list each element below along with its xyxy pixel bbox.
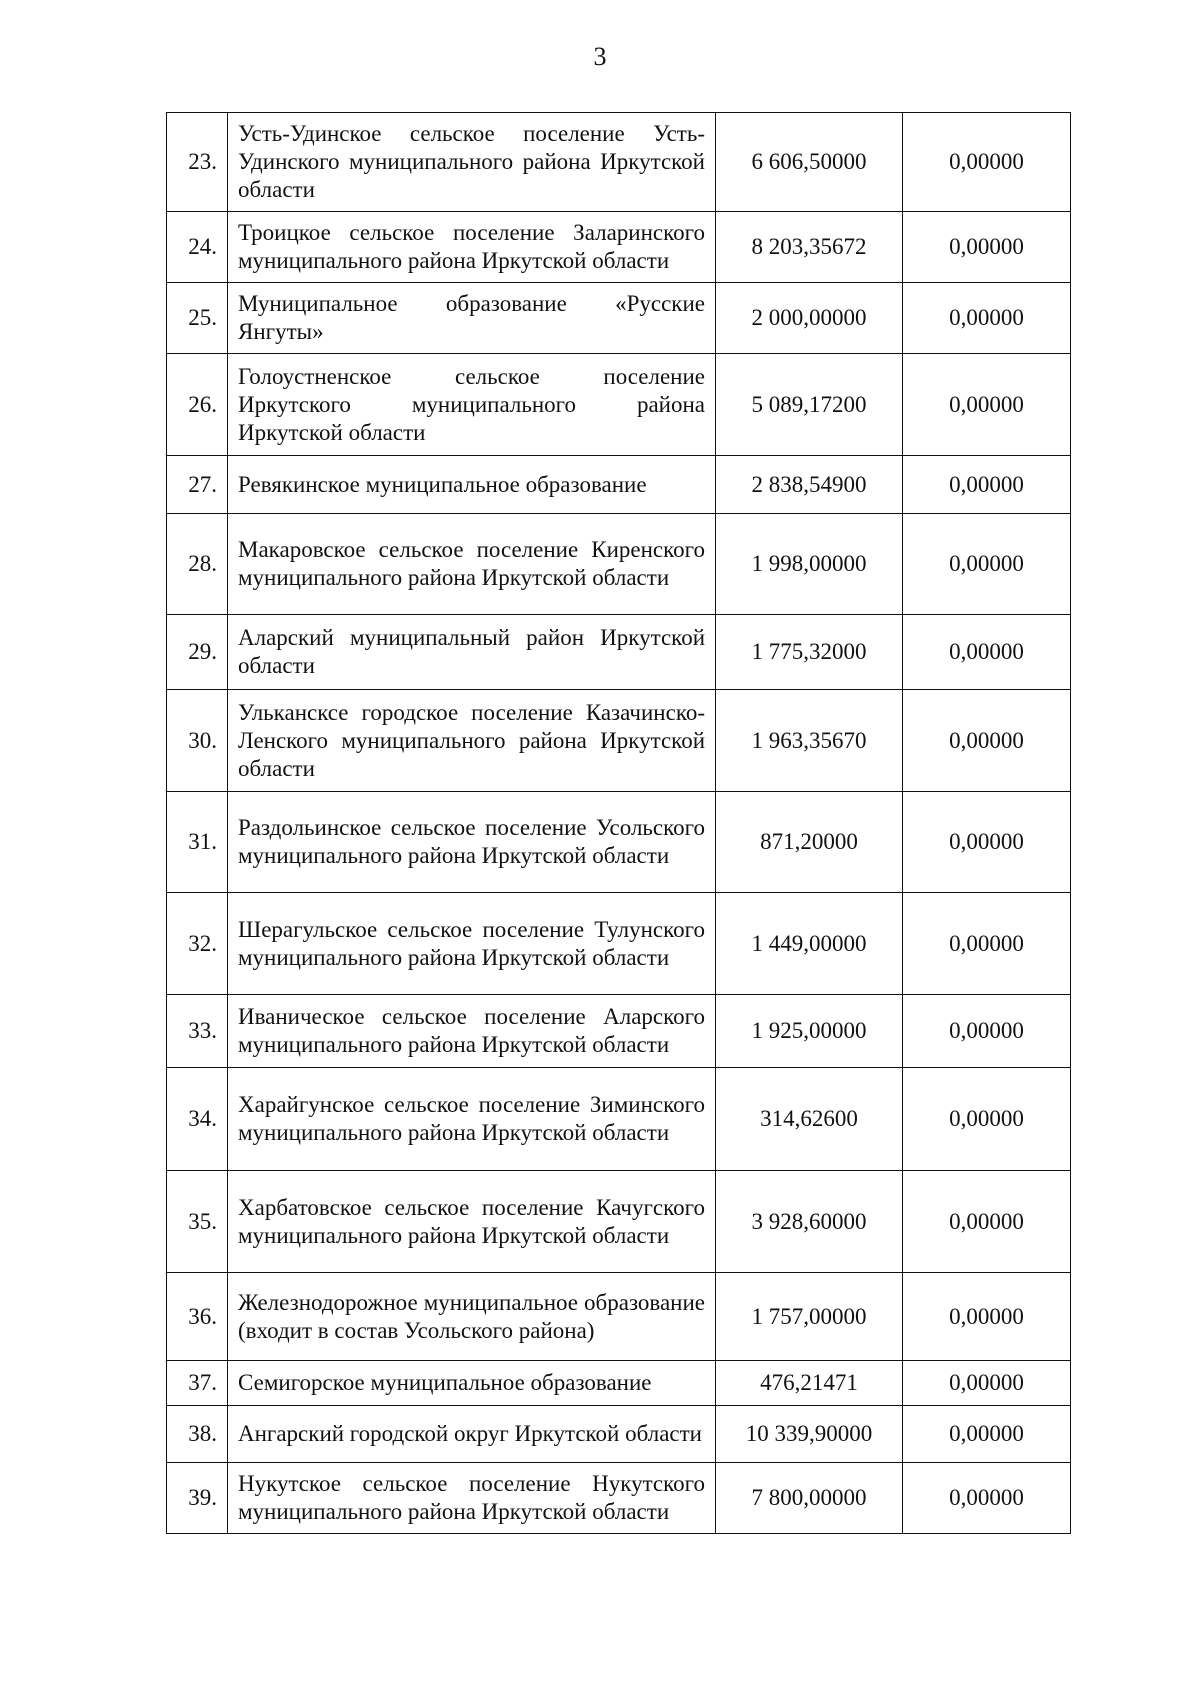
second-amount-value: 0,00000 xyxy=(903,893,1071,995)
amount-value: 1 449,00000 xyxy=(716,893,903,995)
second-amount-value: 0,00000 xyxy=(903,354,1071,456)
row-number: 37. xyxy=(167,1361,228,1406)
amount-value: 10 339,90000 xyxy=(716,1406,903,1463)
municipality-name: Аларский муниципальный район Иркутской области xyxy=(228,615,716,690)
municipality-name: Ревякинское муниципальное образование xyxy=(228,456,716,514)
table-row xyxy=(167,1171,1071,1273)
second-amount-value: 0,00000 xyxy=(903,792,1071,893)
amount-value: 5 089,17200 xyxy=(716,354,903,456)
municipality-name: Раздольинское сельское поселение Усольского муниципального района Иркутской области xyxy=(228,792,716,893)
table-row xyxy=(167,1406,1071,1463)
municipality-name: Троицкое сельское поселение Заларинского муниципального района Иркутской области xyxy=(228,212,716,283)
second-amount-value: 0,00000 xyxy=(903,1068,1071,1171)
row-number: 36. xyxy=(167,1273,228,1361)
amount-value: 3 928,60000 xyxy=(716,1171,903,1273)
second-amount-value: 0,00000 xyxy=(903,1361,1071,1406)
table-row xyxy=(167,995,1071,1068)
second-amount-value: 0,00000 xyxy=(903,283,1071,354)
second-amount-value: 0,00000 xyxy=(903,615,1071,690)
amount-value: 1 925,00000 xyxy=(716,995,903,1068)
row-number: 28. xyxy=(167,514,228,615)
table-row xyxy=(167,690,1071,792)
table-row xyxy=(167,1463,1071,1534)
table-row xyxy=(167,1068,1071,1171)
row-number: 35. xyxy=(167,1171,228,1273)
row-number: 38. xyxy=(167,1406,228,1463)
second-amount-value: 0,00000 xyxy=(903,456,1071,514)
row-number: 27. xyxy=(167,456,228,514)
row-number: 26. xyxy=(167,354,228,456)
table-row xyxy=(167,212,1071,283)
municipality-name: Ангарский городской округ Иркутской области xyxy=(228,1406,716,1463)
row-number: 30. xyxy=(167,690,228,792)
second-amount-value: 0,00000 xyxy=(903,995,1071,1068)
amount-value: 2 000,00000 xyxy=(716,283,903,354)
row-number: 31. xyxy=(167,792,228,893)
table-row xyxy=(167,456,1071,514)
amount-value: 1 963,35670 xyxy=(716,690,903,792)
row-number: 34. xyxy=(167,1068,228,1171)
table-row xyxy=(167,514,1071,615)
second-amount-value: 0,00000 xyxy=(903,1463,1071,1534)
second-amount-value: 0,00000 xyxy=(903,1171,1071,1273)
municipality-name: Голоустненское сельское поселение Иркутского муниципального района Иркутской области xyxy=(228,354,716,456)
municipality-name: Шерагульское сельское поселение Тулунского муниципального района Иркутской области xyxy=(228,893,716,995)
municipality-name: Харбатовское сельское поселение Качугского муниципального района Иркутской области xyxy=(228,1171,716,1273)
amount-value: 476,21471 xyxy=(716,1361,903,1406)
second-amount-value: 0,00000 xyxy=(903,1406,1071,1463)
second-amount-value: 0,00000 xyxy=(903,690,1071,792)
amount-value: 871,20000 xyxy=(716,792,903,893)
second-amount-value: 0,00000 xyxy=(903,514,1071,615)
row-number: 24. xyxy=(167,212,228,283)
amount-value: 6 606,50000 xyxy=(716,113,903,212)
amount-value: 1 998,00000 xyxy=(716,514,903,615)
second-amount-value: 0,00000 xyxy=(903,212,1071,283)
table-row xyxy=(167,283,1071,354)
municipality-name: Железнодорожное муниципальное образование (входит в состав Усольского района) xyxy=(228,1273,716,1361)
table-row xyxy=(167,354,1071,456)
table-row xyxy=(167,893,1071,995)
row-number: 32. xyxy=(167,893,228,995)
table-row xyxy=(167,1361,1071,1406)
amount-value: 7 800,00000 xyxy=(716,1463,903,1534)
municipality-name: Усть-Удинское сельское поселение Усть-Удинского муниципального района Иркутской области xyxy=(228,113,716,212)
amount-value: 8 203,35672 xyxy=(716,212,903,283)
row-number: 33. xyxy=(167,995,228,1068)
municipality-name: Муниципальное образование «Русские Янгуты» xyxy=(228,283,716,354)
municipality-name: Семигорское муниципальное образование xyxy=(228,1361,716,1406)
second-amount-value: 0,00000 xyxy=(903,1273,1071,1361)
municipality-name: Иваническое сельское поселение Аларского муниципального района Иркутской области xyxy=(228,995,716,1068)
second-amount-value: 0,00000 xyxy=(903,113,1071,212)
table-row xyxy=(167,1273,1071,1361)
amount-value: 1 775,32000 xyxy=(716,615,903,690)
row-number: 23. xyxy=(167,113,228,212)
municipality-name: Макаровское сельское поселение Киренского муниципального района Иркутской области xyxy=(228,514,716,615)
amount-value: 314,62600 xyxy=(716,1068,903,1171)
page-number: 3 xyxy=(593,42,607,71)
row-number: 39. xyxy=(167,1463,228,1534)
row-number: 25. xyxy=(167,283,228,354)
municipality-name: Харайгунское сельское поселение Зиминского муниципального района Иркутской области xyxy=(228,1068,716,1171)
municipality-name: Улькансксе городское поселение Казачинско-Ленского муниципального района Иркутской области xyxy=(228,690,716,792)
table-row xyxy=(167,792,1071,893)
amount-value: 2 838,54900 xyxy=(716,456,903,514)
table-row xyxy=(167,113,1071,212)
row-number: 29. xyxy=(167,615,228,690)
municipality-name: Нукутское сельское поселение Нукутского муниципального района Иркутской области xyxy=(228,1463,716,1534)
allocation-table xyxy=(166,112,1071,1534)
amount-value: 1 757,00000 xyxy=(716,1273,903,1361)
table-row xyxy=(167,615,1071,690)
